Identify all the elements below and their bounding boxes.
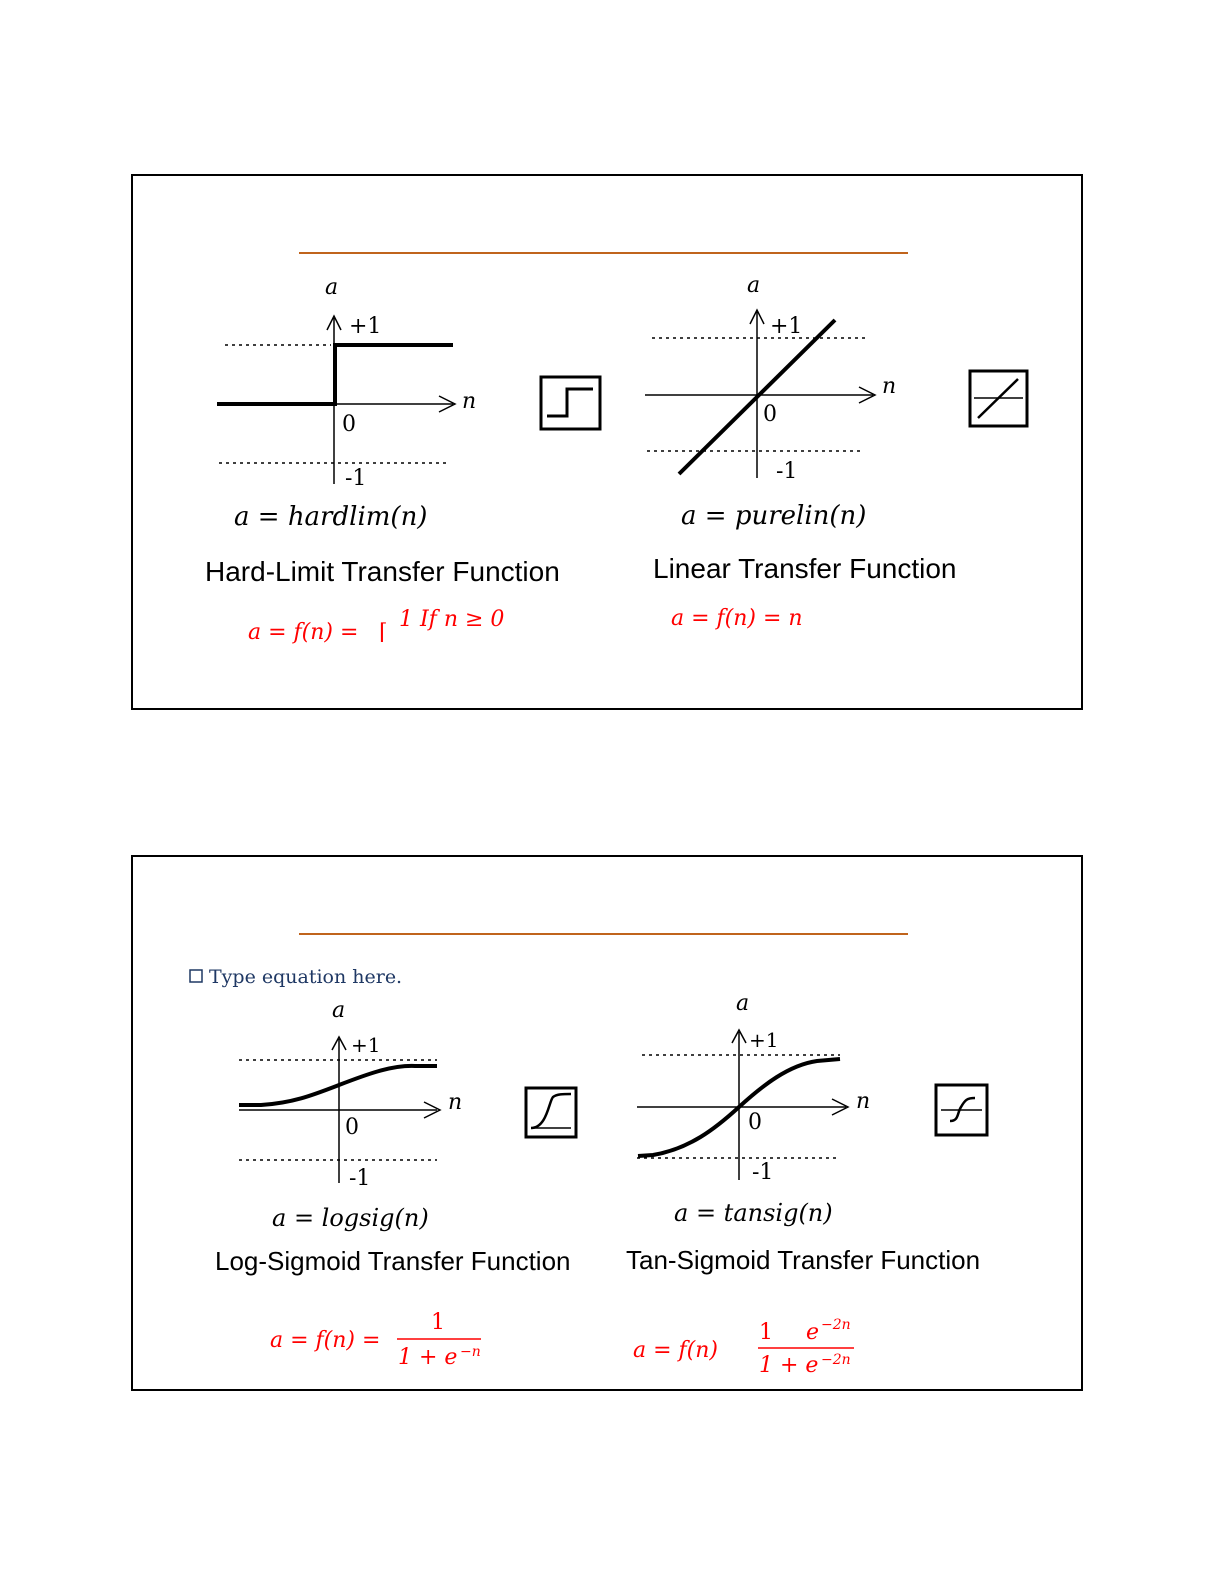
function-label: a = purelin(n) [681, 501, 867, 531]
plus1-label: +1 [770, 314, 803, 339]
hardlim-equation-case: 1 If n ≥ 0 [399, 607, 505, 632]
axis-a-label: a [747, 273, 761, 298]
logsig-icon [526, 1088, 576, 1137]
axis-n-label: n [882, 374, 897, 399]
purelin-graph [645, 273, 957, 584]
equation-denominator: 1 + e [759, 1353, 819, 1378]
hardlim-curve [217, 345, 453, 404]
minus1-label: -1 [776, 459, 798, 484]
bullet-text: Type equation here. [209, 966, 403, 988]
slide-1 [131, 174, 1083, 710]
function-title: Tan-Sigmoid Transfer Function [626, 1245, 981, 1275]
axis-a-label: a [325, 275, 339, 300]
equation-lhs: a = f(n) = [270, 1328, 381, 1353]
slide-2 [131, 855, 1083, 1391]
function-title: Linear Transfer Function [653, 553, 957, 584]
purelin-icon [970, 371, 1027, 426]
equation-lhs: a = f(n) [633, 1338, 719, 1363]
equation-denominator-exponent: −n [460, 1344, 481, 1360]
plus1-label: +1 [349, 314, 382, 339]
axis-n-label: n [462, 389, 477, 414]
plus1-label: +1 [749, 1028, 779, 1052]
logsig-curve [239, 1066, 437, 1105]
tansig-graph [626, 991, 980, 1275]
minus1-label: -1 [752, 1160, 774, 1185]
zero-label: 0 [748, 1110, 762, 1135]
slide-2-canvas [133, 857, 1081, 1389]
zero-label: 0 [345, 1115, 359, 1140]
hardlim-equation: a = f(n) = [248, 620, 359, 645]
plus1-label: +1 [351, 1033, 381, 1057]
equation-denominator: 1 + e [398, 1345, 458, 1370]
equation-numerator: 1 [431, 1310, 445, 1335]
slide-1-canvas [133, 176, 1081, 708]
checkbox-icon [190, 970, 202, 982]
tansig-icon [936, 1085, 987, 1135]
axis-a-label: a [332, 998, 346, 1023]
equation-denominator-exponent: −2n [821, 1352, 851, 1368]
zero-label: 0 [342, 412, 356, 437]
function-title: Hard-Limit Transfer Function [205, 556, 560, 587]
axis-n-label: n [856, 1089, 871, 1114]
logsig-graph [215, 998, 571, 1276]
minus1-label: -1 [349, 1166, 371, 1191]
function-title: Log-Sigmoid Transfer Function [215, 1246, 571, 1276]
minus1-label: -1 [345, 466, 367, 491]
function-label: a = logsig(n) [272, 1204, 429, 1232]
axis-a-label: a [736, 991, 750, 1016]
function-label: a = tansig(n) [674, 1199, 833, 1227]
axis-n-label: n [448, 1090, 463, 1115]
equation-numerator-exponent: −2n [821, 1317, 851, 1333]
hardlim-icon [541, 377, 600, 429]
zero-label: 0 [763, 402, 777, 427]
equation-numerator: 1 [759, 1320, 773, 1345]
hardlim-equation-bracket: ⌈ [379, 620, 388, 645]
purelin-equation: a = f(n) = n [671, 606, 803, 631]
function-label: a = hardlim(n) [234, 502, 428, 532]
logsig-equation [270, 1310, 481, 1370]
tansig-equation [633, 1317, 854, 1378]
hardlim-graph [205, 275, 560, 587]
equation-numerator-term: e [806, 1320, 820, 1345]
